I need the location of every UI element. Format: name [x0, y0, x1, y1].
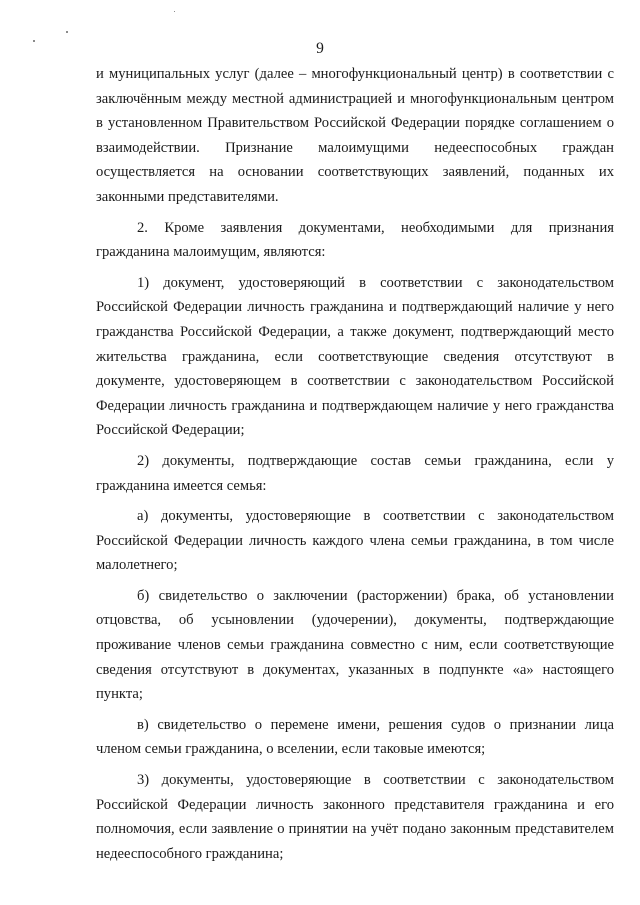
scan-speck	[66, 31, 68, 33]
paragraph-subitem-2: 2) документы, подтверждающие состав семьи гражданина, если у гражданина имеется семья:	[96, 452, 614, 494]
page-number: 9	[316, 40, 324, 57]
paragraph-continuation: и муниципальных услуг (далее – многофункциональный центр) в соответствии с заключённым между местной администрацией и многофункциональным центром в установленном Правительством Российской Федерации порядке соглашением о взаимодействии. Признание малоимущими недееспособных граждан осуществляется на основании соответствующих заявлений, поданных их законными представителями.	[96, 66, 614, 205]
paragraph-subitem-3: 3) документы, удостоверяющие в соответствии с законодательством Российской Федерации личность законного представителя гражданина и его полномочия, если заявление о принятии на учёт подано законным представителем недееспособного гражданина;	[96, 772, 614, 862]
paragraph-subitem-1: 1) документ, удостоверяющий в соответствии с законодательством Российской Федерации личность гражданина и подтверждающий наличие у него гражданства Российской Федерации, а также документ, подтверждающий место жительства гражданина, если соответствующие сведения отсутствуют в документе, удостоверяющем в соответствии с законодательством Российской Федерации личность гражданина и подтверждающем наличие у него гражданства Российской Федерации;	[96, 274, 614, 439]
scan-speck	[174, 11, 175, 12]
paragraph-subitem-a: а) документы, удостоверяющие в соответствии с законодательством Российской Федерации личность каждого члена семьи гражданина, в том числе малолетнего;	[96, 508, 614, 574]
paragraph-subitem-v: в) свидетельство о перемене имени, решения судов о признании лица членом семьи гражданина, о вселении, если таковые имеются;	[96, 716, 614, 758]
document-body	[96, 62, 614, 866]
paragraph-subitem-b: б) свидетельство о заключении (расторжении) брака, об установлении отцовства, об усыновлении (удочерении), документы, подтверждающие проживание членов семьи гражданина совместно с ним, если соответствующие сведения отсутствуют в документах, указанных в подпункте «а» настоящего пункта;	[96, 587, 614, 703]
paragraph-item-2: 2. Кроме заявления документами, необходимыми для признания гражданина малоимущим, являются:	[96, 219, 614, 261]
